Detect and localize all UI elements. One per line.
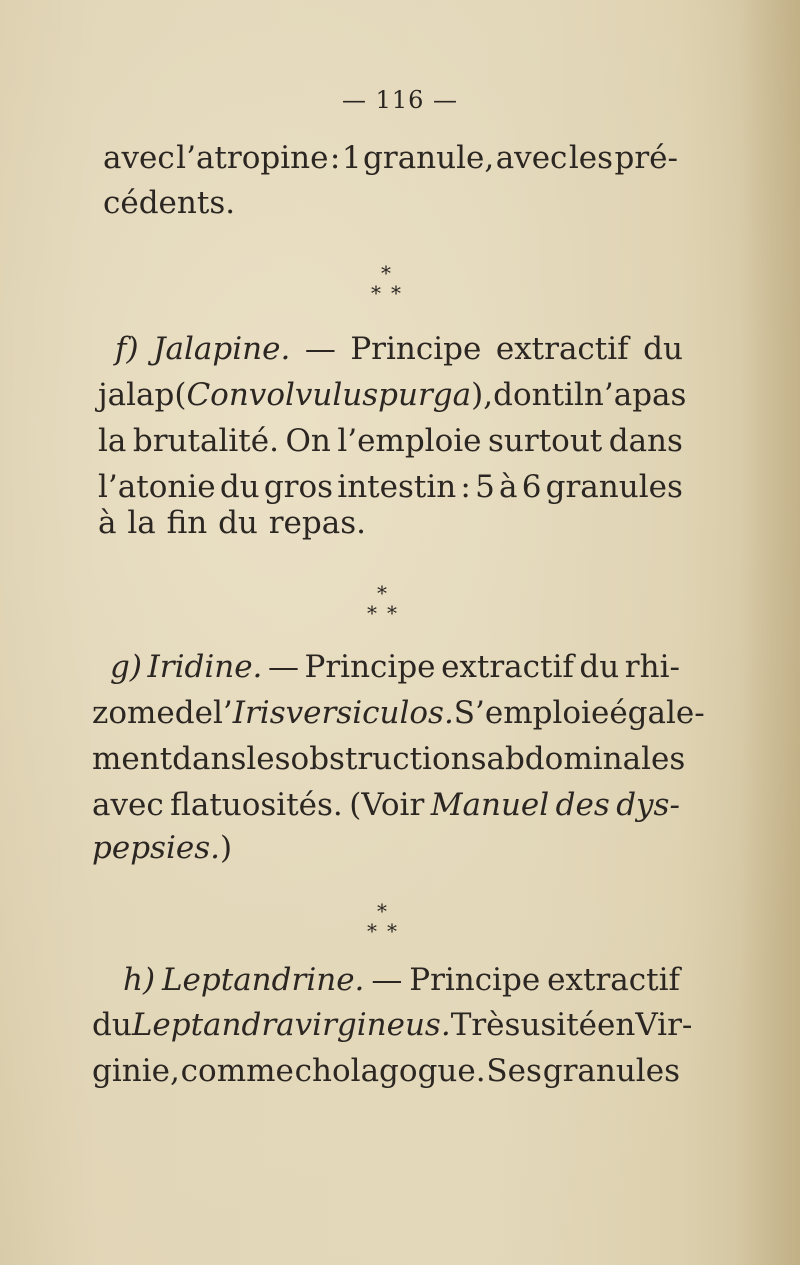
text-line: [98, 370, 687, 420]
text-fragment: avec: [92, 787, 164, 823]
word: [486, 1046, 542, 1096]
word: [98, 370, 174, 420]
text-line: [103, 133, 678, 183]
separator-glyph-pair: **: [367, 601, 407, 625]
word: [127, 498, 155, 548]
text-line: [110, 642, 680, 692]
italic-text: Leptandra: [131, 1007, 295, 1043]
text-fragment: cédents.: [103, 185, 236, 221]
word: [569, 133, 613, 183]
text-fragment: jalap: [98, 377, 175, 413]
word: [378, 370, 493, 420]
word: [520, 1000, 597, 1050]
text-fragment: dans: [608, 423, 683, 459]
italic-text: purga: [378, 377, 472, 413]
word: [123, 955, 155, 1005]
word: [632, 370, 686, 420]
word: [564, 370, 584, 420]
text-fragment: à: [98, 505, 117, 541]
word: [305, 324, 336, 374]
word: [305, 642, 436, 692]
italic-text: Iris: [232, 695, 286, 731]
text-fragment: avec: [103, 140, 175, 176]
text-line: [115, 324, 683, 374]
word: [291, 734, 487, 784]
word: [350, 324, 481, 374]
text-fragment: ginie,: [92, 1053, 180, 1089]
text-fragment: n’a: [583, 377, 633, 413]
word: [295, 1000, 451, 1050]
text-fragment: du: [218, 505, 258, 541]
text-fragment: zome: [92, 695, 175, 731]
text-fragment: l’atonie: [98, 469, 216, 505]
word: [172, 734, 246, 784]
word: [148, 642, 263, 692]
word: [92, 1046, 180, 1096]
word: [153, 324, 290, 374]
italic-text: h): [123, 962, 156, 998]
word: [175, 688, 213, 738]
word: [609, 416, 683, 466]
text-fragment: —: [304, 331, 336, 367]
text-line: [98, 416, 683, 466]
word: [268, 642, 299, 692]
separator-glyph: *: [377, 581, 387, 605]
text-fragment: les: [246, 741, 291, 777]
text-fragment: ): [219, 830, 233, 866]
text-fragment: Très: [450, 1007, 521, 1043]
text-fragment: avec: [495, 140, 568, 176]
word: [92, 1000, 132, 1050]
italic-text: Leptandrine.: [161, 962, 365, 998]
italic-text: Convolvulus: [186, 377, 379, 413]
text-fragment: ),: [471, 377, 494, 413]
text-fragment: Ses: [486, 1053, 542, 1089]
word: [92, 734, 172, 784]
text-fragment: brutalité.: [132, 423, 279, 459]
text-fragment: 5: [475, 469, 495, 505]
word: [643, 324, 683, 374]
text-fragment: Principe: [350, 331, 482, 367]
italic-text: des: [555, 787, 610, 823]
word: [115, 324, 139, 374]
text-fragment: gros: [263, 469, 334, 505]
italic-text: Jalapine.: [153, 331, 291, 367]
text-line: [92, 1046, 680, 1096]
italic-text: dys-: [616, 787, 680, 823]
section-separator: [356, 263, 416, 303]
page-number: — 116 —: [341, 86, 459, 114]
word: [371, 955, 402, 1005]
separator-glyph: *: [381, 261, 391, 285]
text-fragment: cholagogue.: [294, 1053, 486, 1089]
word: [543, 1046, 680, 1096]
text-fragment: il: [564, 377, 584, 413]
word: [92, 688, 175, 738]
text-line: [92, 823, 680, 873]
text-fragment: ment: [92, 741, 173, 777]
text-fragment: Principe: [304, 649, 436, 685]
word: [103, 133, 175, 183]
text-fragment: la: [98, 423, 127, 459]
text-fragment: en: [597, 1007, 636, 1043]
text-fragment: S’emploie: [453, 695, 610, 731]
text-fragment: dans: [172, 741, 247, 777]
text-fragment: extractif: [495, 331, 629, 367]
word: [269, 498, 366, 548]
italic-text: virgineus.: [294, 1007, 451, 1043]
section-separator: [352, 583, 412, 623]
word: [110, 642, 142, 692]
text-fragment: à: [499, 469, 518, 505]
italic-text: versiculos.: [285, 695, 454, 731]
word: [218, 498, 258, 548]
word: [285, 416, 330, 466]
text-fragment: flatuosités.: [170, 787, 343, 823]
text-fragment: abdominales: [486, 741, 686, 777]
word: [246, 734, 290, 784]
text-fragment: de: [174, 695, 213, 731]
italic-text: Manuel: [430, 787, 550, 823]
text-fragment: 1: [341, 140, 362, 176]
text-fragment: 6: [521, 469, 542, 505]
italic-text: pepsies.: [92, 830, 220, 866]
word: [98, 498, 116, 548]
text-fragment: Principe: [409, 962, 541, 998]
text-fragment: pré-: [614, 140, 678, 176]
word: [342, 133, 362, 183]
word: [454, 688, 610, 738]
text-fragment: l’atropine: [176, 140, 329, 176]
word: [609, 688, 704, 738]
italic-text: f): [115, 331, 139, 367]
word: [451, 1000, 521, 1050]
word: [547, 955, 680, 1005]
word: [441, 642, 574, 692]
text-fragment: (: [174, 377, 187, 413]
text-fragment: les: [568, 140, 614, 176]
text-fragment: du: [92, 1007, 132, 1043]
word: [363, 133, 494, 183]
word: [295, 1046, 486, 1096]
word: [167, 498, 208, 548]
separator-glyph: *: [377, 899, 387, 923]
word: [486, 734, 685, 784]
text-line: [92, 734, 686, 784]
text-line: [92, 688, 705, 738]
text-fragment: pas: [632, 377, 687, 413]
text-line: [103, 178, 678, 228]
text-fragment: usité: [520, 1007, 598, 1043]
text-fragment: rhi-: [624, 649, 680, 685]
word: [579, 642, 619, 692]
italic-text: g): [110, 649, 142, 685]
word: [133, 416, 279, 466]
text-fragment: surtout: [488, 423, 603, 459]
text-fragment: du: [219, 469, 260, 505]
word: [103, 178, 235, 228]
word: [584, 370, 632, 420]
section-separator: [352, 901, 412, 941]
word: [625, 642, 680, 692]
word: [615, 133, 678, 183]
text-fragment: intestin: [337, 469, 457, 505]
text-fragment: —: [267, 649, 299, 685]
text-fragment: extractif: [547, 962, 680, 998]
word: [496, 324, 629, 374]
text-fragment: dont: [493, 377, 565, 413]
text-fragment: repas.: [268, 505, 366, 541]
text-fragment: granules: [545, 469, 683, 505]
word: [174, 370, 378, 420]
text-line: [92, 1000, 693, 1050]
italic-text: Iridine.: [147, 649, 263, 685]
word: [176, 133, 328, 183]
text-fragment: fin: [166, 505, 208, 541]
text-fragment: On: [285, 423, 331, 459]
text-fragment: comme: [180, 1053, 294, 1089]
word: [337, 416, 481, 466]
word: [496, 133, 568, 183]
word: [162, 955, 364, 1005]
text-fragment: granules: [542, 1053, 680, 1089]
word: [98, 416, 126, 466]
text-fragment: :: [329, 140, 341, 176]
text-fragment: (Voir: [349, 787, 425, 823]
word: [181, 1046, 294, 1096]
separator-glyph-pair: **: [371, 281, 411, 305]
word: [92, 823, 232, 873]
text-fragment: du: [579, 649, 620, 685]
word: [330, 133, 340, 183]
word: [597, 1000, 635, 1050]
text-fragment: l’emploie: [337, 423, 482, 459]
text-fragment: —: [371, 962, 403, 998]
separator-glyph-pair: **: [367, 919, 407, 943]
word: [213, 688, 286, 738]
text-fragment: du: [643, 331, 683, 367]
word: [409, 955, 540, 1005]
text-fragment: l’: [212, 695, 233, 731]
word: [286, 688, 454, 738]
word: [132, 1000, 295, 1050]
text-line: [98, 498, 683, 548]
text-fragment: obstructions: [290, 741, 487, 777]
text-fragment: Vir-: [635, 1007, 693, 1043]
word: [635, 1000, 692, 1050]
text-fragment: granule,: [363, 140, 495, 176]
text-fragment: :: [460, 469, 471, 505]
text-fragment: égale-: [609, 695, 705, 731]
text-fragment: extractif: [441, 649, 574, 685]
word: [493, 370, 564, 420]
text-fragment: la: [127, 505, 156, 541]
word: [488, 416, 602, 466]
text-line: [123, 955, 680, 1005]
